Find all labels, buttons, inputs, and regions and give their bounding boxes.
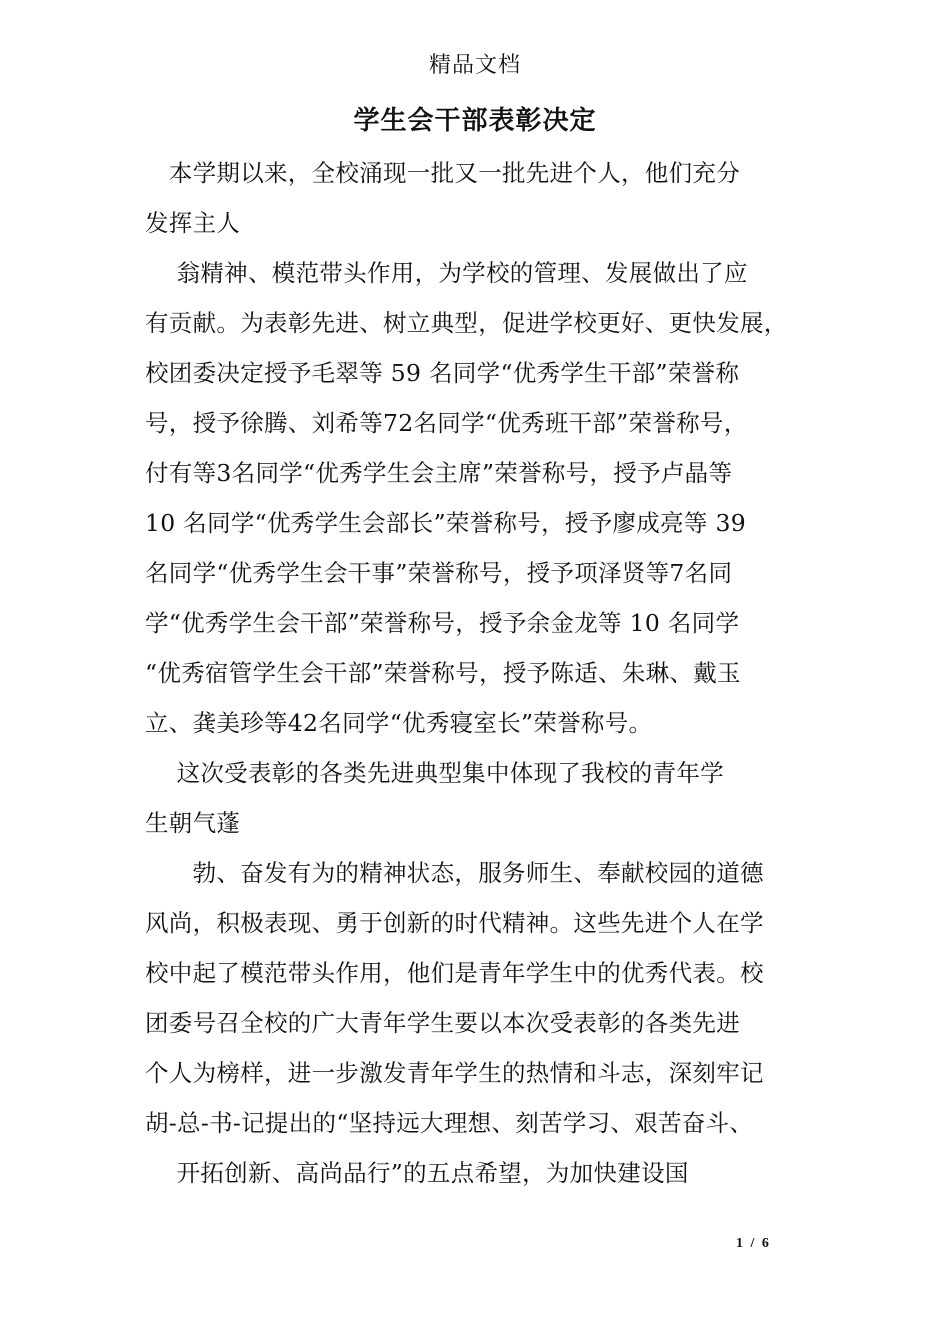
text-line: 胡-总-书-记提出的“坚持远大理想、刻苦学习、艰苦奋斗、 [145,1109,754,1137]
text-line: 付有等3名同学“优秀学生会主席”荣誉称号，授予卢晶等 [145,459,733,487]
page-header: 精品文档 [428,53,521,78]
document-body [145,148,817,1198]
text-line: 个人为榜样，进一步激发青年学生的热情和斗志，深刻牢记 [145,1059,764,1087]
text-line: 开拓创新、高尚品行”的五点希望，为加快建设国 [145,1159,689,1187]
text-line: 有贡献。为表彰先进、树立典型，促进学校更好、更快发展， [145,309,788,337]
text-line: 号，授予徐腾、刘希等72名同学“优秀班干部”荣誉称号， [145,409,748,437]
text-line: 名同学“优秀学生会干事”荣誉称号，授予项泽贤等7名同 [145,559,733,587]
text-line: 团委号召全校的广大青年学生要以本次受表彰的各类先进 [145,1009,740,1037]
text-line: 发挥主人 [145,209,241,237]
text-line: 风尚，积极表现、勇于创新的时代精神。这些先进个人在学 [145,909,764,937]
text-line: 勃、奋发有为的精神状态，服务师生、奉献校园的道德 [145,859,764,887]
text-line: 校中起了模范带头作用，他们是青年学生中的优秀代表。校 [145,959,764,987]
document-title: 学生会干部表彰决定 [353,106,597,136]
text-line: 10 名同学“优秀学生会部长”荣誉称号，授予廖成亮等 39 [145,509,746,537]
text-line: 生朝气蓬 [145,809,241,837]
text-line: 学“优秀学生会干部”荣誉称号，授予余金龙等 10 名同学 [145,609,740,637]
text-line: 这次受表彰的各类先进典型集中体现了我校的青年学 [145,759,724,787]
text-line: 立、龚美珍等42名同学“优秀寝室长”荣誉称号。 [145,709,653,737]
page-number: 1 / 6 [736,1236,771,1251]
text-line: 翁精神、模范带头作用，为学校的管理、发展做出了应 [145,259,748,287]
text-line: 校团委决定授予毛翠等 59 名同学“优秀学生干部”荣誉称 [145,359,740,387]
text-line: 本学期以来，全校涌现一批又一批先进个人，他们充分 [145,159,740,187]
text-line: “优秀宿管学生会干部”荣誉称号，授予陈适、朱琳、戴玉 [145,659,741,687]
